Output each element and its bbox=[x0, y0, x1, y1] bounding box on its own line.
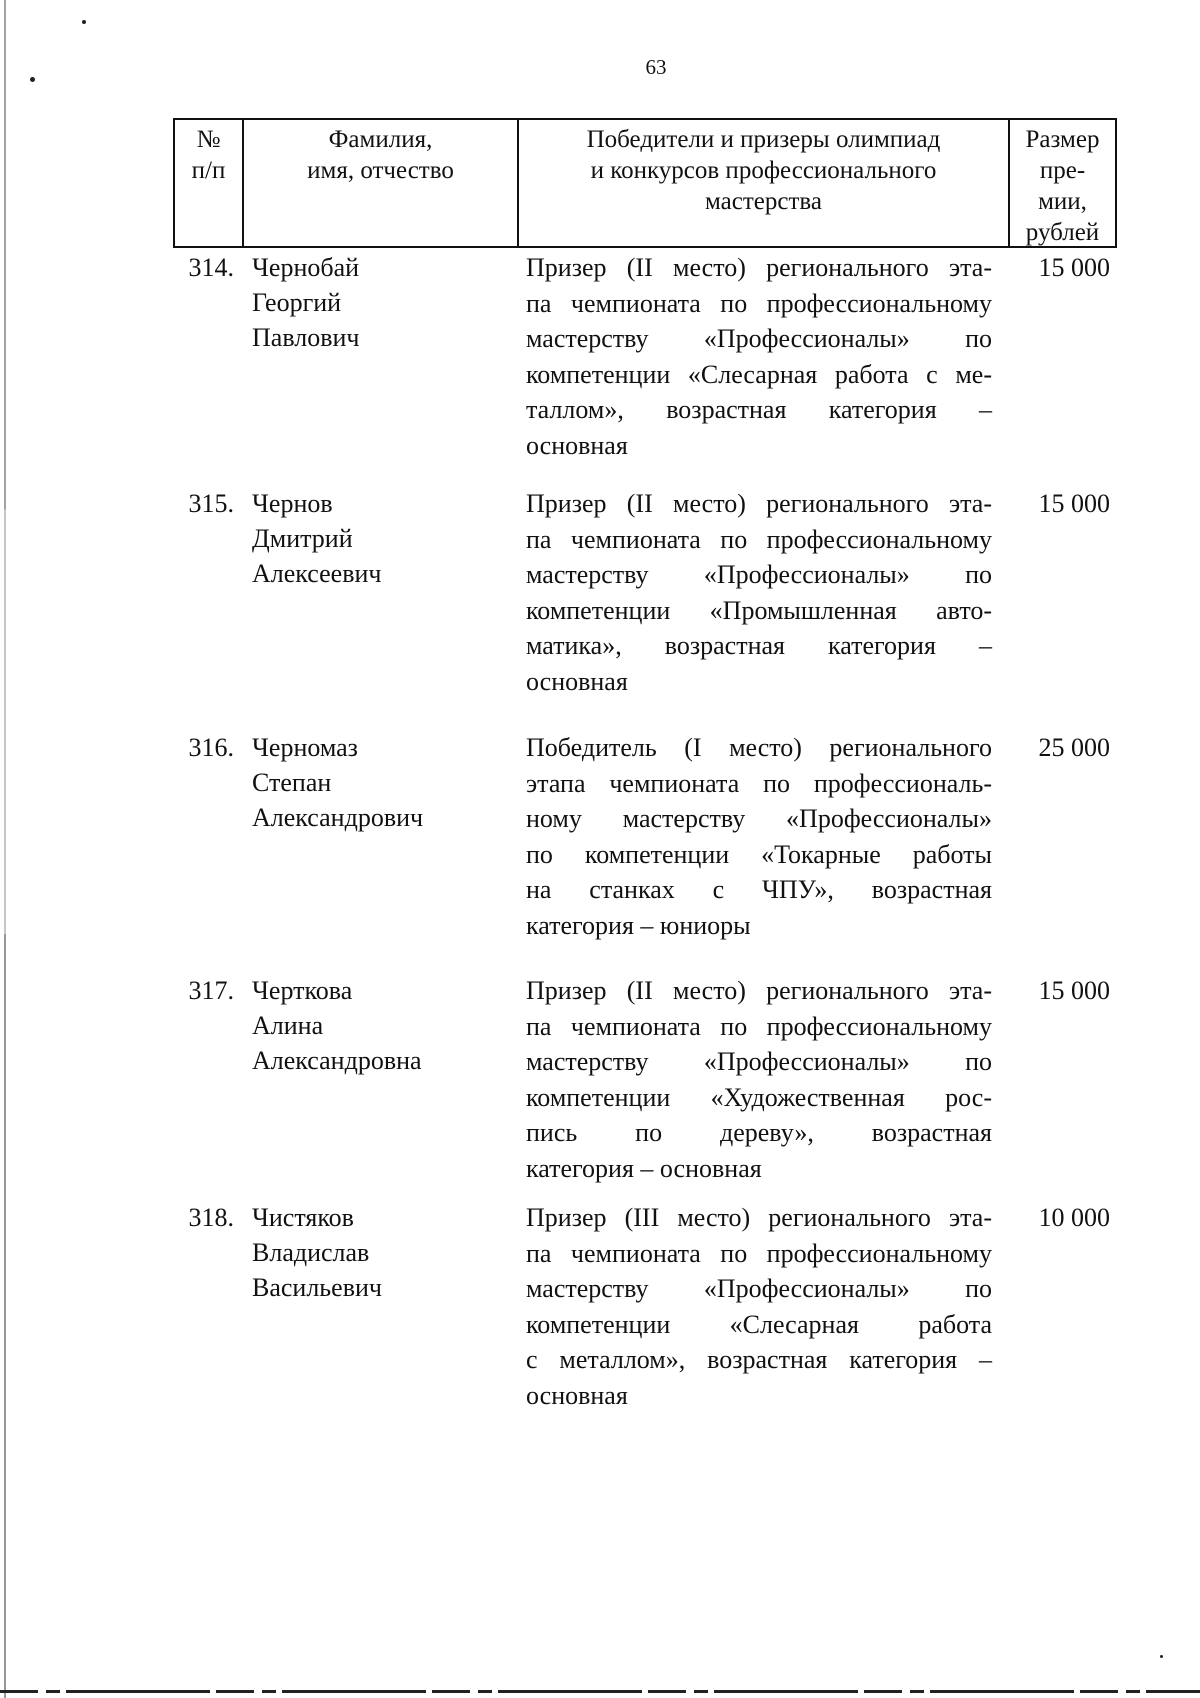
row-number: 314. bbox=[188, 253, 234, 282]
header-prize: Размер пре- мии, рублей bbox=[1025, 126, 1100, 246]
row-number: 317. bbox=[188, 976, 234, 1005]
row-prize: 15 000 bbox=[1038, 489, 1110, 518]
table-header bbox=[173, 118, 1117, 248]
scan-speck bbox=[1160, 1655, 1163, 1658]
row-full-name: Чернобай Георгий Павлович bbox=[252, 253, 360, 352]
scan-speck bbox=[82, 20, 86, 24]
scan-edge bbox=[4, 0, 6, 1698]
scan-bottom-edge bbox=[0, 1690, 1200, 1693]
row-number: 318. bbox=[188, 1203, 234, 1232]
row-prize: 10 000 bbox=[1038, 1203, 1110, 1232]
header-description: Победители и призеры олимпиад и конкурсов профессионального мастерства bbox=[519, 120, 1010, 246]
row-full-name: Черткова Алина Александровна bbox=[252, 976, 422, 1075]
header-name: Фамилия, имя, отчество bbox=[244, 120, 519, 246]
row-description: Призер (II место) регионального эта- па чемпионата по профессиональному мастерству «Профессионалы» по компетенции «Художественная рос- пись по дереву», возрастная категория – основная bbox=[526, 976, 992, 1183]
row-full-name: Чернов Дмитрий Алексеевич bbox=[252, 489, 382, 588]
row-description: Призер (III место) регионального эта- па чемпионата по профессиональному мастерству «Профессионалы» по компетенции «Слесарная работа с металлом», возрастная категория – основная bbox=[526, 1203, 992, 1410]
row-full-name: Черномаз Степан Александрович bbox=[252, 733, 424, 832]
row-number: 315. bbox=[188, 489, 234, 518]
header-number: № п/п bbox=[175, 120, 244, 246]
row-full-name: Чистяков Владислав Васильевич bbox=[252, 1203, 382, 1302]
row-number: 316. bbox=[188, 733, 234, 762]
row-prize: 15 000 bbox=[1038, 253, 1110, 282]
row-description: Победитель (I место) регионального этапа чемпионата по профессиональ- ному мастерству «Профессионалы» по компетенции «Токарные работы на станках с ЧПУ», возрастная категория – юниоры bbox=[526, 733, 992, 940]
page-number: 63 bbox=[645, 55, 667, 79]
row-prize: 15 000 bbox=[1038, 976, 1110, 1005]
row-description: Призер (II место) регионального эта- па чемпионата по профессиональному мастерству «Профессионалы» по компетенции «Промышленная авто- матика», возрастная категория – основная bbox=[526, 489, 992, 696]
row-prize: 25 000 bbox=[1038, 733, 1110, 762]
row-description: Призер (II место) регионального эта- па чемпионата по профессиональному мастерству «Профессионалы» по компетенции «Слесарная работа с ме- таллом», возрастная категория – основная bbox=[526, 253, 992, 460]
